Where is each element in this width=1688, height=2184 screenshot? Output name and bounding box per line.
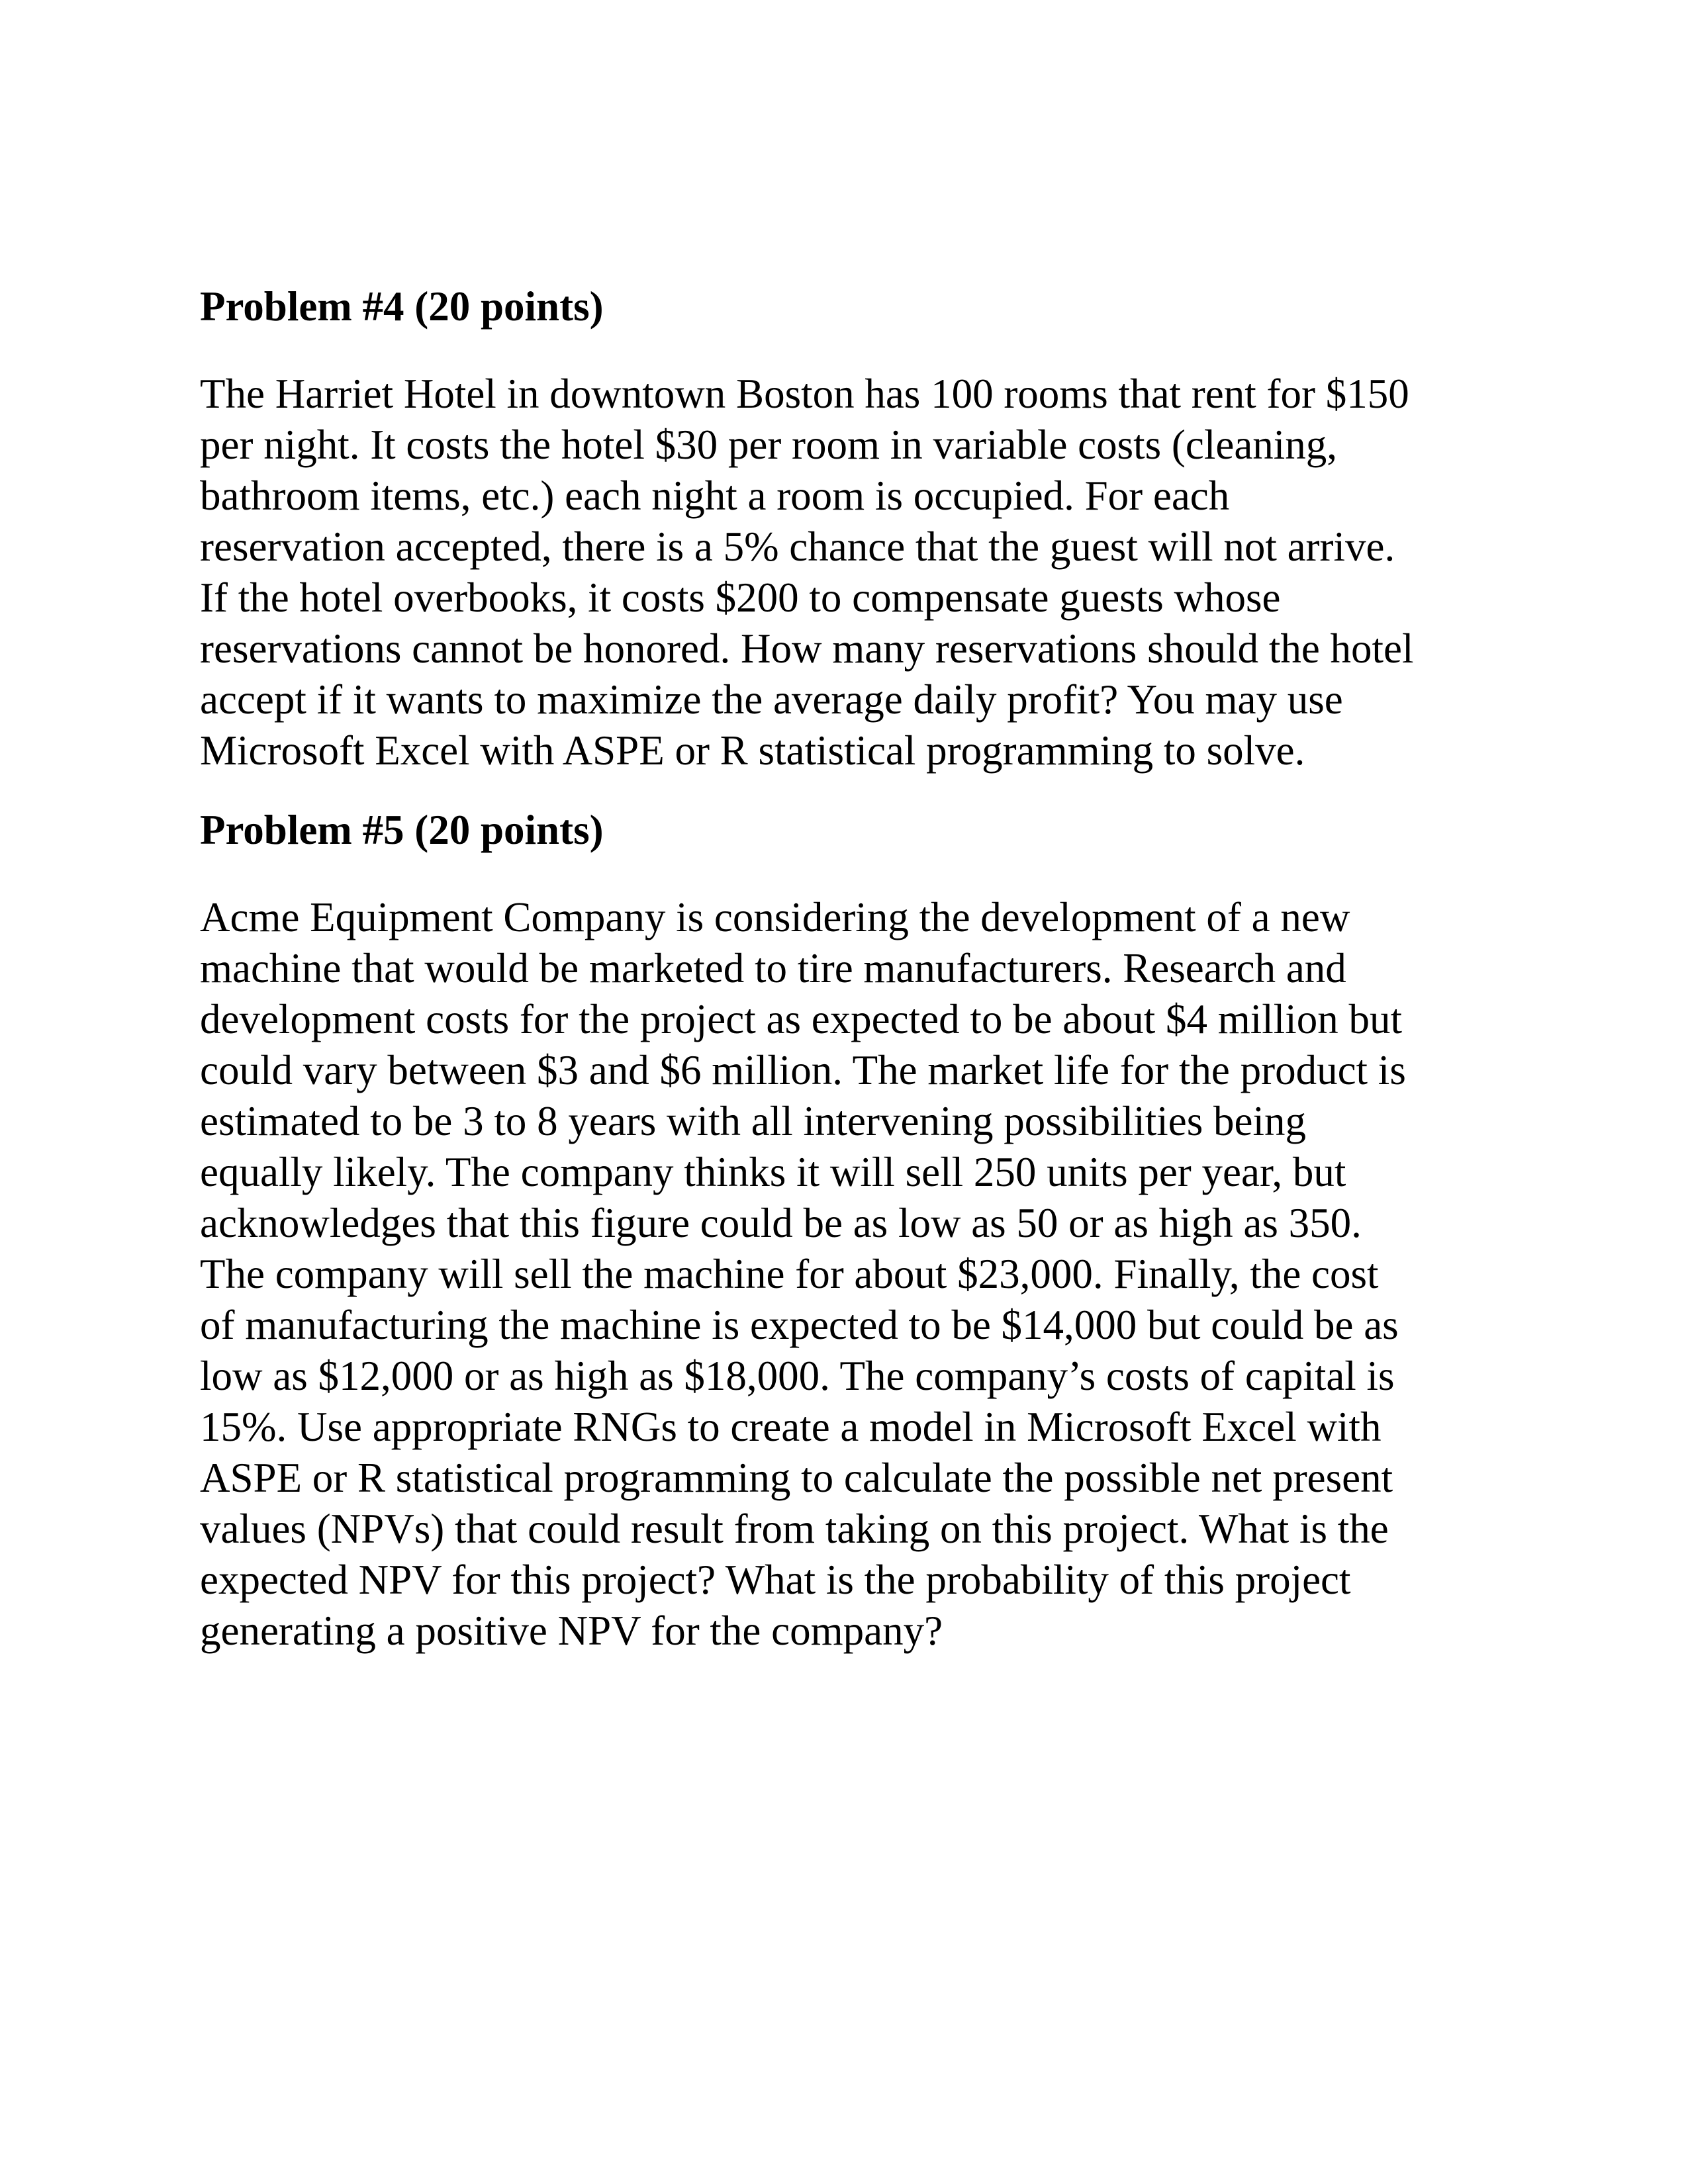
problem-5-line: generating a positive NPV for the company? xyxy=(200,1608,943,1654)
problem-5-line: ASPE or R statistical programming to calculate the possible net present xyxy=(200,1455,1393,1501)
problem-5-line: development costs for the project as expected to be about $4 million but xyxy=(200,996,1403,1042)
problem-4-line: bathroom items, etc.) each night a room is occupied. For each xyxy=(200,473,1230,519)
problem-5-line: expected NPV for this project? What is the probability of this project xyxy=(200,1557,1351,1603)
problem-5-heading: Problem #5 (20 points) xyxy=(200,807,604,853)
problem-4-line: If the hotel overbooks, it costs $200 to compensate guests whose xyxy=(200,574,1281,621)
problem-4-line: reservations cannot be honored. How many reservations should the hotel xyxy=(200,625,1414,672)
problem-5-line: equally likely. The company thinks it will sell 250 units per year, but xyxy=(200,1149,1346,1195)
problem-5-line: 15%. Use appropriate RNGs to create a model in Microsoft Excel with xyxy=(200,1404,1382,1450)
problem-5-line: estimated to be 3 to 8 years with all intervening possibilities being xyxy=(200,1098,1306,1144)
problem-5-line: The company will sell the machine for about $23,000. Finally, the cost xyxy=(200,1251,1379,1297)
problem-5-line: low as $12,000 or as high as $18,000. The company’s costs of capital is xyxy=(200,1353,1395,1399)
problem-5-line: machine that would be marketed to tire manufacturers. Research and xyxy=(200,945,1346,991)
problem-5-line: of manufacturing the machine is expected to be $14,000 but could be as xyxy=(200,1302,1399,1348)
problem-4-line: Microsoft Excel with ASPE or R statistical programming to solve. xyxy=(200,727,1305,774)
problem-5-line: values (NPVs) that could result from taking on this project. What is the xyxy=(200,1506,1389,1552)
problem-5-line: could vary between $3 and $6 million. The market life for the product is xyxy=(200,1047,1406,1093)
problem-4-line: reservation accepted, there is a 5% chance that the guest will not arrive. xyxy=(200,523,1395,570)
problem-4-line: accept if it wants to maximize the average daily profit? You may use xyxy=(200,676,1343,723)
problem-5-line: Acme Equipment Company is considering the development of a new xyxy=(200,894,1350,940)
problem-4-heading: Problem #4 (20 points) xyxy=(200,283,604,330)
problem-4-line: The Harriet Hotel in downtown Boston has 100 rooms that rent for $150 xyxy=(200,371,1409,417)
problem-4-line: per night. It costs the hotel $30 per room in variable costs (cleaning, xyxy=(200,422,1338,468)
document-page xyxy=(200,0,1497,2184)
problem-4-body xyxy=(200,369,1414,776)
problem-5-body xyxy=(200,892,1406,1657)
problem-5-line: acknowledges that this figure could be as low as 50 or as high as 350. xyxy=(200,1200,1362,1246)
